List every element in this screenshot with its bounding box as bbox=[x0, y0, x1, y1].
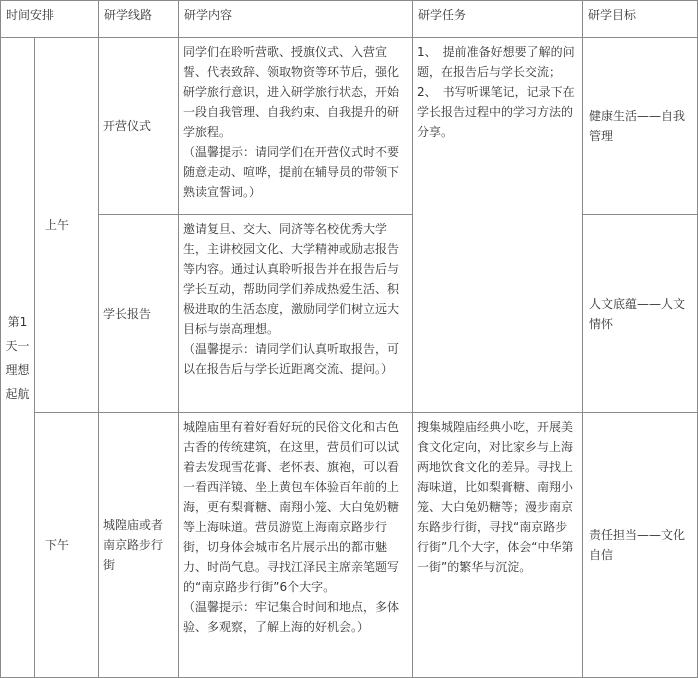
content-opening bbox=[179, 38, 413, 215]
goal-temple: 责任担当——文化自信 bbox=[583, 413, 698, 678]
route-lecture: 学长报告 bbox=[99, 215, 179, 413]
header-goal: 研学目标 bbox=[583, 1, 698, 38]
content-temple-tip: （温馨提示：牢记集合时间和地点，多体验、多观察，了解上海的好机会。） bbox=[183, 600, 400, 634]
header-content: 研学内容 bbox=[179, 1, 413, 38]
route-temple: 城隍庙或者南京路步行街 bbox=[99, 413, 179, 678]
route-opening: 开营仪式 bbox=[99, 38, 179, 215]
task-morning-item-2: 2、 书写听课笔记，记录下在学长报告过程中的学习方法的分享。 bbox=[417, 85, 575, 139]
period-morning: 上午 bbox=[35, 38, 99, 413]
table-row-lecture bbox=[1, 215, 698, 413]
content-temple bbox=[179, 413, 413, 678]
table-header-row bbox=[1, 1, 698, 38]
table-row-opening bbox=[1, 38, 698, 215]
table-row-temple bbox=[1, 413, 698, 678]
header-task: 研学任务 bbox=[413, 1, 583, 38]
task-morning-item-1: 1、 提前准备好想要了解的问题，在报告后与学长交流； bbox=[417, 45, 575, 79]
goal-opening: 健康生活——自我管理 bbox=[583, 38, 698, 215]
content-lecture bbox=[179, 215, 413, 413]
content-temple-text: 城隍庙里有着好看好玩的民俗文化和古色古香的传统建筑，在这里，营员们可以试着去发现雪花膏、老怀表、旗袍，可以看一看西洋镜、坐上黄包车体验百年前的上海，更有梨膏糖、南翔小笼、大白兔奶糖等上海味道。营员游览上海南京路步行街，切身体会城市名片展示出的都市魅力、时尚气息。寻找江泽民主席亲笔题写的“南京路步行街”6个大字。 bbox=[183, 420, 400, 594]
header-route: 研学线路 bbox=[99, 1, 179, 38]
period-afternoon: 下午 bbox=[35, 413, 99, 678]
goal-lecture: 人文底蕴——人文情怀 bbox=[583, 215, 698, 413]
content-lecture-tip: （温馨提示：请同学们认真听取报告，可以在报告后与学长近距离交流、提问。） bbox=[183, 342, 400, 376]
task-morning bbox=[413, 38, 583, 413]
content-opening-text: 同学们在聆听营歌、授旗仪式、入营宣誓、代表致辞、领取物资等环节后，强化研学旅行意识，进入研学旅行状态，开始一段自我管理、自我约束、自我提升的研学旅程。 bbox=[183, 45, 400, 139]
header-time: 时间安排 bbox=[1, 1, 99, 38]
content-lecture-text: 邀请复旦、交大、同济等名校优秀大学生，主讲校园文化、大学精神或励志报告等内容。通过认真聆听报告并在报告后与学长互动，帮助同学们养成热爱生活、积极进取的生活态度，激励同学们树立远大目标与崇高理想。 bbox=[183, 222, 400, 336]
content-opening-tip: （温馨提示：请同学们在开营仪式时不要随意走动、喧哗，提前在辅导员的带领下熟读宣誓词。） bbox=[183, 145, 400, 199]
task-temple: 搜集城隍庙经典小吃，开展美食文化定向，对比家乡与上海两地饮食文化的差异。寻找上海味道，比如梨膏糖、南翔小笼、大白兔奶糖等；漫步南京东路步行街，寻找“南京路步行街”几个大字，体会“中华第一街”的繁华与沉淀。 bbox=[413, 413, 583, 678]
day-label: 第1天一理想起航 bbox=[1, 38, 35, 678]
